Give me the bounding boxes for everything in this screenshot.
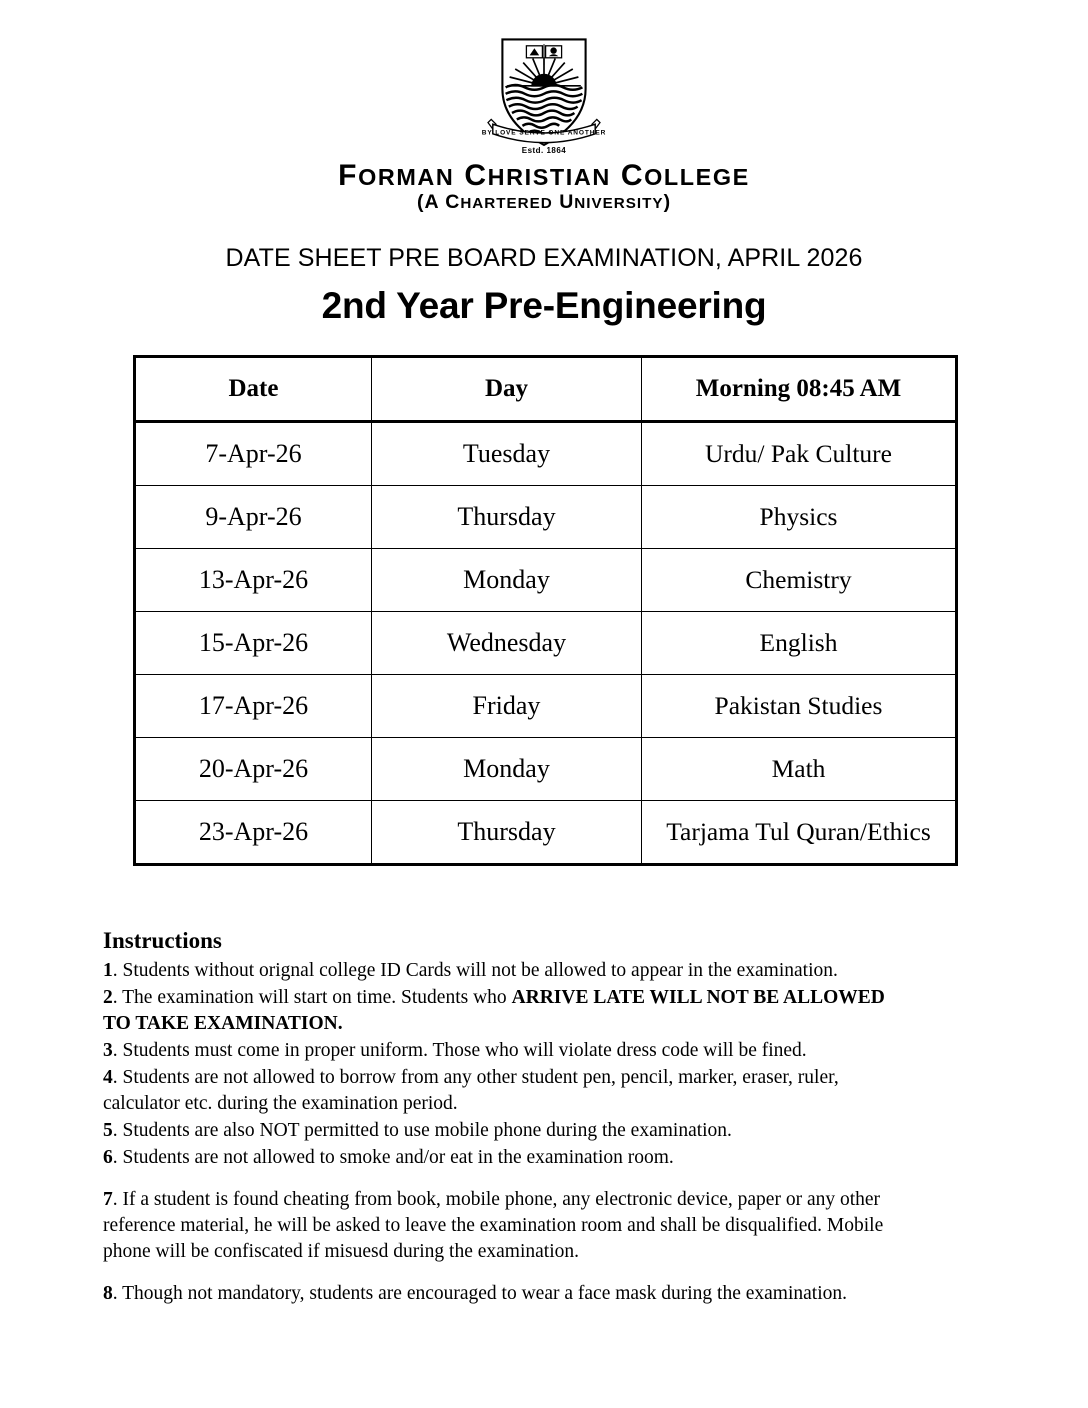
crest-motto-text: BY LOVE SERVE ONE ANOTHER — [481, 129, 607, 137]
exam-date-cell: 17-Apr-26 — [135, 675, 372, 738]
instruction-text: . Students are not allowed to smoke and/or eat in the examination room. — [112, 1146, 674, 1168]
exam-subject-cell: Physics — [642, 486, 957, 549]
column-header-day: Day — [372, 357, 642, 422]
instruction-text: . Though not mandatory, students are encouraged to wear a face mask during the examination. — [112, 1282, 848, 1304]
exam-day-cell: Thursday — [372, 801, 642, 865]
instruction-number: 7 — [103, 1188, 113, 1210]
exam-subject-cell: Math — [642, 738, 957, 801]
instruction-item — [103, 1038, 903, 1064]
exam-date-cell: 23-Apr-26 — [135, 801, 372, 865]
table-row — [135, 738, 957, 801]
exam-day-cell: Monday — [372, 738, 642, 801]
exam-day-cell: Wednesday — [372, 612, 642, 675]
exam-day-cell: Thursday — [372, 486, 642, 549]
page-title: DATE SHEET PRE BOARD EXAMINATION, APRIL 2026 — [225, 244, 863, 273]
instruction-item — [103, 1065, 903, 1117]
exam-subject-cell: Chemistry — [642, 549, 957, 612]
exam-date-cell: 9-Apr-26 — [135, 486, 372, 549]
instruction-number: 4 — [103, 1067, 113, 1089]
instruction-item — [103, 1118, 903, 1144]
schedule-table-container — [133, 355, 955, 866]
instructions-heading: Instructions — [103, 928, 222, 954]
instruction-number: 6 — [103, 1146, 113, 1168]
schedule-table — [133, 355, 958, 866]
instruction-number: 5 — [103, 1119, 113, 1141]
instruction-text: . If a student is found cheating from book, mobile phone, any electronic device, paper or any other reference material, he will be asked to leave the examination room and shall be disqualified. Mobile phone will be confiscated if misuesd during the examination. — [103, 1188, 884, 1262]
table-row — [135, 549, 957, 612]
institution-subtitle: (A CHARTERED UNIVERSITY) — [416, 191, 672, 214]
table-row — [135, 422, 957, 486]
instruction-text: . Students without orignal college ID Cards will not be allowed to appear in the examination. — [112, 960, 838, 982]
table-header-row — [135, 357, 957, 422]
instruction-emphasis: ARRIVE LATE WILL NOT BE ALLOWED TO TAKE EXAMINATION. — [103, 987, 885, 1035]
exam-day-cell: Monday — [372, 549, 642, 612]
page-subtitle: 2nd Year Pre-Engineering — [321, 285, 767, 327]
exam-day-cell: Friday — [372, 675, 642, 738]
instruction-item — [103, 1187, 903, 1265]
instruction-text: . Students are not allowed to borrow from any other student pen, pencil, marker, eraser, ruler, calculator etc. during the examination period. — [103, 1067, 839, 1115]
column-header-morning-slot: Morning 08:45 AM — [642, 357, 957, 422]
document-header — [0, 0, 1088, 212]
table-row — [135, 612, 957, 675]
instruction-item — [103, 985, 903, 1037]
instruction-text: . Students must come in proper uniform. Those who will violate dress code will be fined. — [112, 1040, 807, 1062]
column-header-date: Date — [135, 357, 372, 422]
instructions-list — [103, 958, 903, 1306]
table-row — [135, 486, 957, 549]
exam-date-cell: 15-Apr-26 — [135, 612, 372, 675]
instruction-number: 1 — [103, 960, 113, 982]
instructions-section — [103, 928, 903, 1306]
exam-subject-cell: English — [642, 612, 957, 675]
college-crest-icon — [464, 28, 624, 158]
table-row — [135, 801, 957, 865]
exam-subject-cell: Urdu/ Pak Culture — [642, 422, 957, 486]
instruction-text: . The examination will start on time. Students who — [112, 987, 512, 1009]
instruction-text: . Students are also NOT permitted to use mobile phone during the examination. — [112, 1119, 732, 1141]
table-row — [135, 675, 957, 738]
instruction-number: 8 — [103, 1282, 113, 1304]
exam-subject-cell: Tarjama Tul Quran/Ethics — [642, 801, 957, 865]
exam-subject-cell: Pakistan Studies — [642, 675, 957, 738]
instruction-item — [103, 958, 903, 984]
exam-day-cell: Tuesday — [372, 422, 642, 486]
institution-name: FORMAN CHRISTIAN COLLEGE — [338, 159, 750, 192]
instruction-item — [103, 1145, 903, 1171]
crest-established-text: Estd. 1864 — [521, 146, 567, 155]
instruction-number: 3 — [103, 1040, 113, 1062]
instruction-number: 2 — [103, 987, 113, 1009]
exam-date-cell: 7-Apr-26 — [135, 422, 372, 486]
instruction-item — [103, 1281, 903, 1307]
exam-date-cell: 13-Apr-26 — [135, 549, 372, 612]
exam-date-cell: 20-Apr-26 — [135, 738, 372, 801]
